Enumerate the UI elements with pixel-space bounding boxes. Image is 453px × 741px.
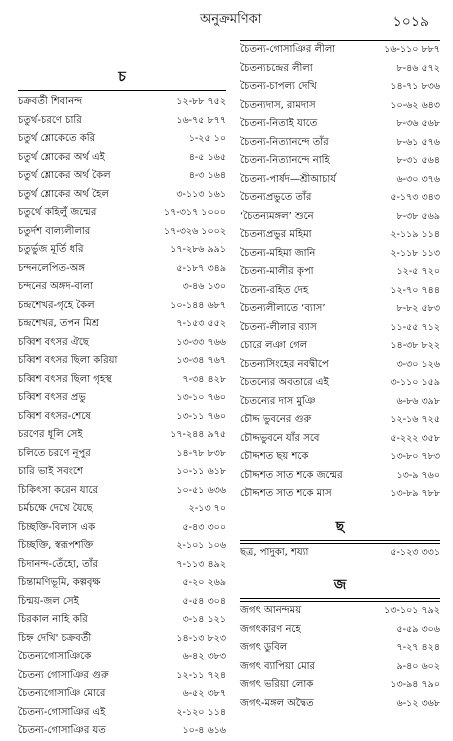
entry-text: চন্দনলেপিত-অঙ্গ <box>18 262 85 274</box>
index-entry <box>240 300 440 319</box>
entry-text: চৈতন্য-নিত্যানন্দে তাঁর <box>240 136 329 148</box>
entry-reference: ৮-৪৬ ৫৭২ <box>396 62 440 74</box>
entry-text: চৈতন্যের অবতারে এই <box>240 377 329 388</box>
entry-reference: ১৭-৩১৭ ১০০০ <box>163 207 226 218</box>
entry-reference: ২-১৩ ৭০ <box>188 503 226 514</box>
index-entry <box>240 226 440 245</box>
entry-reference: ৩-১১৩ ১৬১ <box>176 188 226 200</box>
entry-reference: ৫-১৮৭ ৩৪৯ <box>176 262 226 274</box>
entry-reference: ১৩-৮০ ৭৮৩ <box>390 451 440 462</box>
entry-text: চব্বিশ বৎসর ছিলা গৃহস্থ <box>18 373 112 385</box>
entry-text: চরণের ধূলি সেই <box>18 429 83 440</box>
index-entry <box>18 389 226 408</box>
entry-reference: ৫-৪৩ ৩০০ <box>182 521 226 533</box>
index-entry <box>18 722 226 741</box>
entry-reference: ৫-২০ ২৬৯ <box>182 577 226 588</box>
entry-reference: ১৪-১৩ ৮২৩ <box>176 632 226 644</box>
entry-reference: ৯-৪০ ৬০২ <box>396 660 440 672</box>
entry-text: চৈতন্যপ্রভুর মহিমা <box>240 229 312 240</box>
index-entry <box>240 658 440 677</box>
index-entry <box>240 430 440 449</box>
index-entry <box>18 315 226 334</box>
entry-reference: ৭-২৭ ৪২৪ <box>396 642 440 653</box>
entry-reference: ২-১২০ ১১৪ <box>176 706 226 718</box>
entry-reference: ৫-৫৪ ৩০৪ <box>182 595 226 607</box>
index-entry <box>240 134 440 153</box>
entry-reference: ১২-৭০ ৭৪৪ <box>390 284 440 296</box>
index-entry <box>18 93 226 112</box>
entry-reference: ১৩-১১ ৭৬০ <box>176 410 226 422</box>
index-entry <box>18 574 226 593</box>
entry-reference: ১০-৬২ ৬৪৩ <box>390 99 440 111</box>
index-entry <box>18 112 226 131</box>
entry-text: চোরে লঞা গেল <box>240 340 308 351</box>
entry-reference: ৬-৪২ ৩৮৩ <box>182 651 226 662</box>
index-entry <box>240 97 440 116</box>
index-entry <box>18 445 226 464</box>
entry-reference: ১৬-১১০ ৮৮৭ <box>384 44 440 55</box>
entry-reference: ৫-২২২ ৩৫৮ <box>390 432 440 444</box>
entry-text: ছত্র, পাদুকা, শয্যা <box>240 546 309 558</box>
entry-text: চৌদ্দশত ছয় শকে <box>240 451 309 462</box>
index-entry <box>240 115 440 134</box>
entry-text: চন্দনের অঙ্গদ-বালা <box>18 281 94 292</box>
entry-reference: ৩-৪৬ ১৩০ <box>182 281 226 292</box>
index-entry <box>240 639 440 658</box>
entry-reference: ২-১০১ ১০৬ <box>176 540 226 551</box>
entry-reference: ১-২৫ ১০ <box>188 133 226 144</box>
entry-text: চৈতন্যসিংহের নবদ্বীপে <box>240 358 329 370</box>
index-entry <box>240 601 440 621</box>
index-entry <box>18 426 226 445</box>
entry-text: চৌদ্দশত সাত শকে জন্মের <box>240 469 343 481</box>
entry-text: চৈতন্য-মালীর কৃপা <box>240 266 314 277</box>
index-entry <box>18 167 226 186</box>
entry-reference: ১৭-২৪৪ ৯৭৫ <box>170 429 226 440</box>
entry-text: চৈতন্যপ্রভুতে তাঁর <box>240 192 312 203</box>
entry-text: চৈতন্য-গোসাঞির যত <box>18 725 106 736</box>
index-entry <box>240 189 440 208</box>
entry-text: চৈতন্য গোসাঞির গুরু <box>18 669 109 681</box>
entry-text: চৈতন্যগোসাঞিকে <box>18 651 92 662</box>
entry-reference: ৬-৮৬ ৩৯৮ <box>396 395 440 407</box>
entry-reference: ১০-৪ ৬১৬ <box>182 725 226 736</box>
index-entry <box>18 278 226 297</box>
entry-text: চতুর্থে কহিলুঁ জন্মের <box>18 207 97 218</box>
index-entry <box>18 241 226 260</box>
index-entry <box>18 186 226 205</box>
entry-text: চিচ্ছক্তি, স্বরূপশক্তি <box>18 540 94 551</box>
page-title: অনুক্রমণিকা <box>200 12 262 27</box>
entry-reference: ১৩-৮৯ ৭৮৮ <box>390 488 440 499</box>
entry-text: জগৎ আনন্দময় <box>240 605 302 616</box>
entry-text: চৈতন্যদাস, রামদাস <box>240 99 316 111</box>
entry-text: জগৎ ডুবিল <box>240 642 288 653</box>
entry-text: চৈতন্য-নিত্যানন্দে নাহি <box>240 155 330 166</box>
entry-text: চর্মচক্ষে দেখে যৈছে <box>18 503 93 514</box>
entry-reference: ১৪-৭৮ ৮৩৮ <box>176 447 226 459</box>
entry-text: চতুর্থ শ্লোকের অর্থ হৈল <box>18 188 109 200</box>
index-entry <box>240 245 440 264</box>
entry-reference: ১৬-৭৫ ৮৭৭ <box>176 114 226 126</box>
index-entry <box>18 630 226 649</box>
entry-reference: ৫-৫৯ ৩০৬ <box>396 623 440 635</box>
entry-reference: ৩-১১০ ১৫৯ <box>390 377 440 388</box>
entry-reference: ৪-৫ ১৬৫ <box>188 151 226 163</box>
entry-text: চতুর্থ শ্লোকের অর্থ কৈল <box>18 170 111 181</box>
entry-text: চব্বিশ বৎসর ছিলা করিয়া <box>18 355 118 366</box>
entry-text: চিহ্ন দেখি' চক্রবর্তী <box>18 632 92 644</box>
index-entry <box>240 393 440 412</box>
entry-text: ‘চৈতন্যমঙ্গল’ শুনে <box>240 210 314 222</box>
entry-text: জগৎ-মঙ্গল অদ্বৈত <box>240 697 314 709</box>
index-entry <box>18 667 226 686</box>
entry-text: চিদানন্দ-তেঁহো, তাঁর <box>18 558 99 570</box>
entry-reference: ১৩-৩৪ ৭৬৭ <box>176 355 226 366</box>
entry-reference: ৬-৩০ ৩৭৬ <box>396 173 440 185</box>
entry-text: চারি ভাই সবংশে <box>18 466 83 477</box>
index-entry <box>18 334 226 353</box>
entry-reference: ১০-৫১ ৬৩৬ <box>176 484 226 496</box>
entry-text: চৈতন্য-গোসাঞির এই <box>18 706 106 718</box>
entry-reference: ৭-৩৪ ৪২৮ <box>182 373 226 385</box>
index-entry <box>240 676 440 695</box>
entry-text: চলিতে চরণে নূপুর <box>18 447 91 459</box>
entry-reference: ১০-১১ ৬১৮ <box>176 466 226 477</box>
entry-reference: ১০-১৪৪ ৬৮৭ <box>170 299 226 311</box>
entry-reference: ৫-১২৩ ৩৩১ <box>390 546 440 558</box>
entry-text: চিন্ময়-জল সেই <box>18 595 79 607</box>
index-entry <box>240 152 440 171</box>
entry-reference: ১৩-১০ ৭৬০ <box>176 392 226 403</box>
section-letter-cha: চ <box>118 69 126 85</box>
entry-reference: ১২-৫ ৭২০ <box>396 266 440 277</box>
index-entry <box>240 467 440 486</box>
index-entry <box>18 593 226 612</box>
entry-text: চৌদ্দ ভুবনের গুরু <box>240 414 312 425</box>
left-column <box>18 64 226 741</box>
entry-text: চিকিৎসা করেন যারে <box>18 484 98 496</box>
entry-reference: ২-১১৯ ১১৪ <box>390 229 440 240</box>
index-entry <box>240 319 440 338</box>
index-entry <box>18 556 226 575</box>
index-entry <box>240 485 440 504</box>
entry-reference: ২-১১৮ ১১৩ <box>390 247 440 259</box>
entry-reference: ১১-৫৫ ৭১২ <box>390 321 440 333</box>
entry-text: চতুর্থ শ্লোকের অর্থ এই <box>18 151 105 163</box>
entry-reference: ১২-১১ ৭২৪ <box>176 669 226 681</box>
entry-reference: ৮-৮২ ৫৮৩ <box>396 303 440 314</box>
entry-text: জগৎকারণ নহে <box>240 623 301 635</box>
index-entry <box>18 519 226 538</box>
entry-reference: ১৪-৩৮ ৮২২ <box>390 340 440 351</box>
entry-text: চৈতন্য-লীলার ব্যাস <box>240 321 317 333</box>
page-number: ১০১৯ <box>392 14 429 30</box>
entry-reference: ৬-৫২ ৩৮৭ <box>182 688 226 699</box>
index-entry <box>240 282 440 301</box>
entry-text: চৌদ্দভুবনে যাঁর সবে <box>240 432 320 444</box>
entry-text: চৈতন্য-চাপল্য দেখি <box>240 81 317 92</box>
index-entry <box>240 411 440 430</box>
entry-text: চৈতন্যের দাস মুঞি <box>240 395 316 407</box>
index-entry <box>18 648 226 667</box>
index-entry <box>18 260 226 279</box>
entry-reference: ৩-৩০ ১২৬ <box>396 358 440 370</box>
entry-text: চক্রবর্তী শিবানন্দ <box>18 96 83 107</box>
index-entry <box>240 208 440 227</box>
index-entry <box>18 500 226 519</box>
entry-reference: ১৩-৩৩ ৭৬৬ <box>176 336 226 348</box>
entry-text: চৌদ্দশত সাত শকে মাস <box>240 488 332 499</box>
index-entry <box>18 371 226 390</box>
index-entry <box>240 78 440 97</box>
index-entry <box>18 352 226 371</box>
index-entry <box>18 408 226 427</box>
section-letter-ja: জ <box>333 577 347 593</box>
entry-reference: ৮-৬১ ৫৭৬ <box>396 136 440 148</box>
right-column <box>240 40 440 713</box>
index-entry <box>240 40 440 60</box>
index-entry <box>240 337 440 356</box>
entry-text: চৈতন্য-মহিমা জানি <box>240 247 316 259</box>
entry-reference: ১২-১৬ ৭২৫ <box>390 414 440 425</box>
entry-reference: ১৩-৯৪ ৭৯০ <box>390 679 440 690</box>
index-entry <box>18 130 226 149</box>
entry-reference: ১৭-৩২৬ ১০০২ <box>163 225 226 237</box>
entry-text: চব্বিশ বৎসর-শেষে <box>18 410 91 422</box>
entry-reference: ৭-১১৩ ৪৯২ <box>176 558 226 570</box>
entry-text: চতুর্ভুজ মূর্তি ধরি <box>18 244 84 255</box>
entry-reference: ১৪-৭১ ৮৩৬ <box>390 81 440 92</box>
entry-reference: ১২-৮৮ ৭৫২ <box>176 96 226 107</box>
index-entry <box>18 223 226 242</box>
index-entry <box>18 704 226 723</box>
entry-reference: ৬-১২ ৩৬৮ <box>396 697 440 709</box>
entry-text: চতুর্থ-চরণে চারি <box>18 114 82 126</box>
entry-text: চিচ্ছক্তি-বিলাস এক <box>18 521 96 533</box>
index-entry <box>18 537 226 556</box>
entry-text: চৈতন্যগোসাঞি মোরে <box>18 688 106 699</box>
entry-text: জগৎ ভরিয়া লোক <box>240 679 314 690</box>
entry-text: চৈতন্য-গোসাঞির লীলা <box>240 44 336 55</box>
entry-text: চব্বিশ বৎসর প্রভু <box>18 392 86 403</box>
index-entry <box>240 60 440 79</box>
entry-reference: ৪-৩ ১৬৪ <box>188 170 226 181</box>
entry-reference: ১৩-১০১ ৭৯২ <box>384 605 440 616</box>
index-entry <box>240 543 440 563</box>
section-letter-chha: ছ <box>335 518 345 535</box>
entry-text: চন্দ্রশেখর, তপন মিশ্র <box>18 318 99 329</box>
page-header <box>0 10 453 30</box>
entry-reference: ৫-১৭৩ ৩৪৩ <box>390 192 440 203</box>
entry-text: চৈতন্য-পার্ষদ—শ্রীআচার্য <box>240 173 337 185</box>
entry-reference: ৩-১৪ ১২১ <box>182 614 226 625</box>
index-entry <box>18 204 226 223</box>
entry-text: চন্দ্রশেখর-গৃহে কৈল <box>18 299 95 311</box>
index-entry <box>18 685 226 704</box>
index-entry <box>18 482 226 501</box>
entry-text: চতুর্দশ বাল্যলীলার <box>18 225 91 237</box>
index-entry <box>18 611 226 630</box>
index-entry <box>18 297 226 316</box>
index-entry <box>240 171 440 190</box>
index-entry <box>18 463 226 482</box>
entry-reference: ৮-৩৮ ৫৬৯ <box>396 210 440 222</box>
index-entry <box>240 263 440 282</box>
entry-text: চব্বিশ বৎসর ঐছে <box>18 336 89 348</box>
index-entry <box>240 621 440 640</box>
entry-reference: ৭-১৫৩ ৫৫২ <box>176 318 226 329</box>
index-entry <box>240 374 440 393</box>
index-entry <box>18 149 226 168</box>
entry-text: জগৎ ব্যাপিয়া মোর <box>240 660 316 672</box>
entry-text: চৈতন্য-রহিত দেহ <box>240 284 309 296</box>
index-entry <box>240 695 440 714</box>
entry-reference: ১৩-৯ ৭৬০ <box>396 469 440 481</box>
entry-text: চৈতন্যলীলাতে ‘ব্যাস’ <box>240 303 326 314</box>
entry-text: চৈতন্য-নিতাই যাতে <box>240 118 318 129</box>
entry-reference: ৮-৩৬ ৫৬৮ <box>396 118 440 129</box>
entry-reference: ১৭-২৮৬ ৯৯১ <box>170 244 226 255</box>
index-entry <box>240 356 440 375</box>
entry-text: চৈতন্যচন্দ্রের লীলা <box>240 62 313 74</box>
entry-reference: ৮-৩১ ৫৬৪ <box>396 155 440 166</box>
entry-text: চিরকাল নাহি করি <box>18 614 88 625</box>
entry-text: চিন্তামণিভূমি, কল্পবৃক্ষ <box>18 577 101 588</box>
index-entry <box>240 448 440 467</box>
entry-text: চতুর্থ শ্লোকেতে করি <box>18 133 96 144</box>
